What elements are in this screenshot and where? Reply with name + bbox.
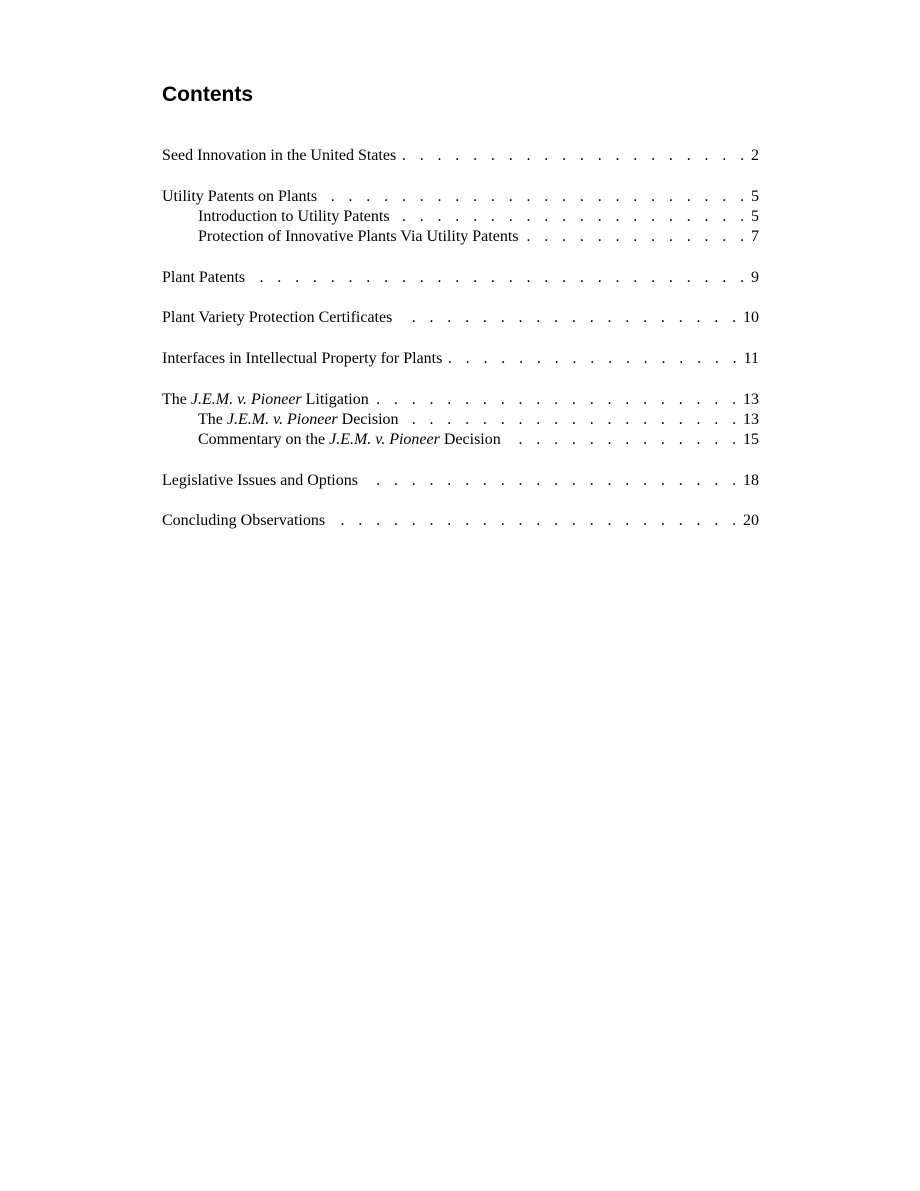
toc-entry-label: Legislative Issues and Options [162, 471, 358, 489]
leader-dots [375, 390, 741, 410]
toc-subentry-intro-utility-patents [162, 207, 759, 227]
leader-dots [396, 207, 749, 227]
toc-entry-label: Commentary on the J.E.M. v. Pioneer Decision [198, 431, 501, 449]
toc-entry-label: The J.E.M. v. Pioneer Decision [198, 410, 399, 428]
toc-entry-legislative-issues [162, 471, 759, 491]
toc-subentry-commentary-jem [162, 430, 759, 450]
toc-subentry-protection-innovative-plants [162, 227, 759, 247]
page-title: Contents [162, 83, 253, 106]
toc-entry-concluding-observations [162, 511, 759, 531]
toc-entry-label: Protection of Innovative Plants Via Utility Patents [198, 228, 519, 246]
toc-entry-label: The J.E.M. v. Pioneer Litigation [162, 390, 369, 408]
toc-entry-label: Seed Innovation in the United States [162, 147, 397, 164]
table-of-contents [162, 146, 759, 532]
toc-page-number: 15 [743, 431, 759, 449]
toc-page-number: 18 [743, 471, 759, 489]
leader-dots [405, 410, 741, 430]
toc-page-number: 20 [743, 512, 759, 530]
leader-dots [402, 146, 749, 166]
leader-dots [524, 227, 749, 247]
toc-entry-interfaces-ip [162, 349, 759, 369]
toc-page-number: 5 [751, 187, 759, 205]
leader-dots [323, 187, 749, 207]
toc-page-number: 13 [743, 410, 759, 428]
toc-page-number: 5 [751, 207, 759, 225]
toc-entry-utility-patents [162, 187, 759, 207]
toc-page-number: 13 [743, 390, 759, 408]
toc-page-number: 10 [743, 309, 759, 327]
toc-entry-jem-litigation [162, 390, 759, 410]
leader-dots [364, 471, 741, 491]
toc-entry-label: Introduction to Utility Patents [198, 207, 390, 225]
toc-page-number: 2 [751, 147, 759, 164]
toc-page-number: 7 [751, 228, 759, 246]
toc-entry-plant-variety-protection [162, 308, 759, 328]
leader-dots [398, 308, 741, 328]
toc-entry-label: Plant Patents [162, 268, 246, 286]
toc-subentry-jem-decision [162, 410, 759, 430]
toc-entry-label: Utility Patents on Plants [162, 187, 318, 205]
toc-entry-label: Plant Variety Protection Certificates [162, 309, 393, 327]
leader-dots [251, 268, 749, 288]
leader-dots [507, 430, 741, 450]
toc-entry-label: Interfaces in Intellectual Property for Plants [162, 349, 443, 367]
toc-entry-plant-patents [162, 268, 759, 288]
toc-entry-seed-innovation [162, 146, 759, 166]
toc-page-number: 11 [743, 349, 759, 367]
leader-dots [331, 511, 741, 531]
toc-entry-label: Concluding Observations [162, 512, 326, 530]
leader-dots [448, 349, 741, 369]
toc-page-number: 9 [751, 268, 759, 286]
